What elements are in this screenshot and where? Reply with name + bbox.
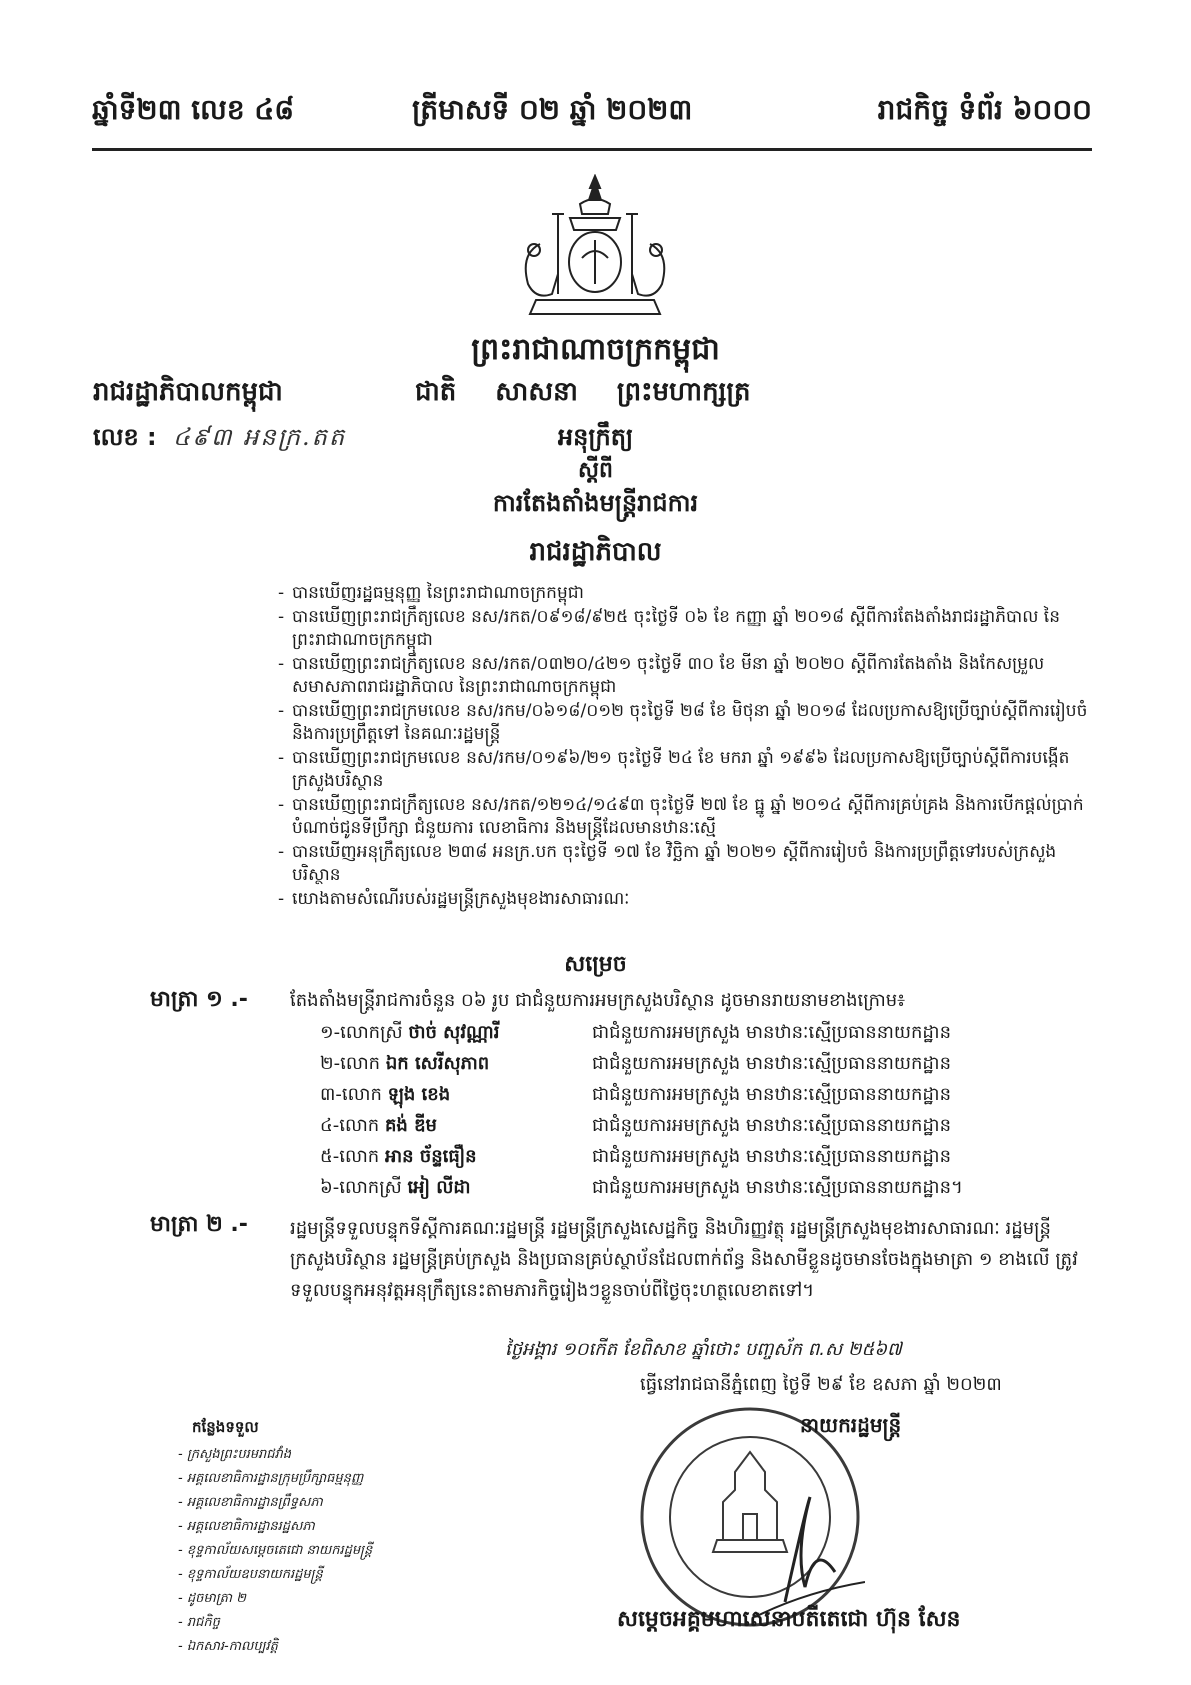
recipient-item: - ក្រសួងព្រះបរមរាជវាំង: [178, 1447, 292, 1462]
appointee-position: ជាជំនួយការអមក្រសួង មានឋានៈស្មើប្រធាននាយកដ្ឋាន: [592, 1053, 951, 1074]
kingdom-title: ព្រះរាជាណាចក្រកម្ពុជា: [471, 332, 720, 367]
royal-coat-of-arms-icon: [500, 174, 690, 324]
document-number-value: ៤៩៣ អនក្រ.តត: [173, 423, 347, 451]
recipient-item: - អគ្គលេខាធិការដ្ឋានរដ្ឋសភា: [178, 1519, 315, 1534]
recipient-item: - អគ្គលេខាធិការដ្ឋានព្រឹទ្ធសភា: [178, 1495, 323, 1510]
preamble-item: - បានឃើញព្រះរាជក្រឹត្យលេខ នស/រកត/១២១៤/១៤៩៣ ចុះថ្ងៃទី ២៧ ខែ ធ្នូ ឆ្នាំ ២០១៤ ស្តីពីការគ្រប់គ្រង និងការបើកផ្តល់ប្រាក់បំណាច់ជូនទីប្រឹក្សា ជំនួយការ លេខាធិការ និងមន្ត្រីដែលមានឋានៈស្មើ: [278, 794, 1088, 840]
appointee-name: អៀ លីដា: [407, 1177, 471, 1198]
government-heading: រាជរដ្ឋាភិបាលកម្ពុជា: [93, 377, 283, 407]
article-1-label: មាត្រា ១ .-: [150, 987, 248, 1012]
appointee-row: [320, 1082, 1040, 1113]
appointee-position: ជាជំនួយការអមក្រសួង មានឋានៈស្មើប្រធាននាយកដ្ឋាន: [592, 1022, 951, 1043]
appointee-position: ជាជំនួយការអមក្រសួង មានឋានៈស្មើប្រធាននាយកដ្ឋាន: [592, 1115, 951, 1136]
preamble-item: - យោងតាមសំណើរបស់រដ្ឋមន្ត្រីក្រសួងមុខងារសាធារណៈ: [278, 888, 1088, 911]
recipient-item: - រាជកិច្ច: [178, 1615, 220, 1630]
article-2-label: មាត្រា ២ .-: [150, 1212, 248, 1237]
appointee-row: [320, 1144, 1040, 1175]
appointee-row: [320, 1051, 1040, 1082]
appointee-row: [320, 1175, 1040, 1206]
gazette-header: [92, 92, 1092, 138]
preamble-item: - បានឃើញព្រះរាជក្រឹត្យលេខ នស/រកត/០៣២០/៤២១ ចុះថ្ងៃទី ៣០ ខែ មីនា ឆ្នាំ ២០២០ ស្តីពីការតែងតាំង និងកែសម្រួលសមាសភាពរាជរដ្ឋាភិបាល នៃព្រះរាជាណាចក្រកម្ពុជា: [278, 653, 1088, 699]
appointee-name: ឯក សេរីសុភាព: [385, 1053, 490, 1074]
appointee-row: [320, 1113, 1040, 1144]
recipient-item: - ខុទ្ទកាល័យឧបនាយករដ្ឋមន្ត្រី: [178, 1567, 323, 1582]
document-subject: ការតែងតាំងមន្ត្រីរាជការ: [492, 489, 699, 517]
appointee-position: ជាជំនួយការអមក្រសួង មានឋានៈស្មើប្រធាននាយកដ្ឋាន: [592, 1146, 951, 1167]
appointee-name: ថាច់ សុវណ្ណារី: [408, 1022, 500, 1043]
gazette-issue: ឆ្នាំទី២៣ លេខ ៤៨: [92, 93, 295, 126]
preamble-list: [278, 582, 1088, 912]
recipient-item: - ដូចមាត្រា ២: [178, 1591, 246, 1606]
appointee-prefix: ៦-លោកស្រី: [320, 1177, 402, 1198]
article-1-text: តែងតាំងមន្ត្រីរាជការចំនួន ០៦ រូប ជាជំនួយការអមក្រសួងបរិស្ថាន ដូចមានរាយនាមខាងក្រោម៖: [290, 990, 906, 1011]
prime-minister-title: នាយករដ្ឋមន្ត្រី: [800, 1413, 902, 1437]
document-type: អនុក្រឹត្យ: [557, 423, 634, 451]
appointee-position: ជាជំនួយការអមក្រសួង មានឋានៈស្មើប្រធាននាយកដ្ឋាន: [592, 1084, 951, 1105]
appointee-name: ឡុង ខេង: [387, 1084, 451, 1105]
appointee-prefix: ៤-លោក: [320, 1115, 380, 1136]
decision-heading: សម្រេច: [564, 952, 627, 977]
appointee-prefix: ១-លោកស្រី: [320, 1022, 403, 1043]
issuer-heading: រាជរដ្ឋាភិបាល: [529, 537, 662, 567]
appointee-prefix: ២-លោក: [320, 1053, 381, 1074]
appointee-name: អាន ច័ន្ទធឿន: [384, 1146, 477, 1167]
appointee-name: គង់ ឌីម: [384, 1115, 437, 1136]
signer-name: សម្តេចអគ្គមហាសេនាបតីតេជោ ហ៊ុន សែន: [617, 1607, 961, 1632]
document-number-label: លេខ :: [93, 423, 157, 451]
preamble-item: - បានឃើញព្រះរាជក្រមលេខ នស/រកម/០៦១៨/០១២ ចុះថ្ងៃទី ២៨ ខែ មិថុនា ឆ្នាំ ២០១៨ ដែលប្រកាសឱ្យប្រើច្បាប់ស្តីពីការរៀបចំ និងការប្រព្រឹត្តទៅ នៃគណៈរដ្ឋមន្ត្រី: [278, 700, 1088, 746]
appointee-row: [320, 1020, 1040, 1051]
article-2-text: រដ្ឋមន្ត្រីទទួលបន្ទុកទីស្តីការគណៈរដ្ឋមន្ត្រី រដ្ឋមន្ត្រីក្រសួងសេដ្ឋកិច្ច និងហិរញ្ញវត្ថុ រដ្ឋមន្ត្រីក្រសួងមុខងារសាធារណៈ រដ្ឋមន្ត្រីក្រសួងបរិស្ថាន រដ្ឋមន្ត្រីគ្រប់ក្រសួង និងប្រធានគ្រប់ស្ថាប័នដែលពាក់ព័ន្ធ និងសាមីខ្លួនដូចមានចែងក្នុងមាត្រា ១ ខាងលើ ត្រូវទទួលបន្ទុកអនុវត្តអនុក្រឹត្យនេះតាមភារកិច្ចរៀងៗខ្លួនចាប់ពីថ្ងៃចុះហត្ថលេខាតទៅ។: [290, 1218, 1078, 1301]
gazette-page: រាជកិច្ច ទំព័រ ៦០០០: [877, 93, 1092, 126]
gazette-quarter: ត្រីមាសទី ០២ ឆ្នាំ ២០២៣: [412, 93, 693, 126]
preamble-item: - បានឃើញព្រះរាជក្រឹត្យលេខ នស/រកត/០៩១៨/៩២៥ ចុះថ្ងៃទី ០៦ ខែ កញ្ញា ឆ្នាំ ២០១៨ ស្តីពីការតែងតាំងរាជរដ្ឋាភិបាល នៃព្រះរាជាណាចក្រកម្ពុជា: [278, 606, 1088, 652]
document-about: ស្តីពី: [578, 458, 613, 483]
recipients-heading: កន្លែងទទួល: [192, 1418, 259, 1436]
appointee-list: [320, 1020, 1040, 1206]
appointee-prefix: ៥-លោក: [320, 1146, 380, 1167]
national-motto: ជាតិ សាសនា ព្រះមហាក្សត្រ: [415, 377, 751, 407]
recipients-list: [178, 1418, 372, 1662]
recipient-item: - អគ្គលេខាធិការដ្ឋានក្រុមប្រឹក្សាធម្មនុញ្ញ: [178, 1471, 364, 1486]
recipient-item: - ឯកសារ-កាលប្បវត្តិ: [178, 1639, 278, 1654]
header-rule: [92, 148, 1092, 151]
lunar-date-line: ថ្ងៃអង្គារ ១០កើត ខែពិសាខ ឆ្នាំថោះ បញ្ចស័ក ព.ស ២៥៦៧: [505, 1339, 902, 1360]
place-date-line: ធ្វើនៅរាជធានីភ្នំពេញ ថ្ងៃទី ២៩ ខែ ឧសភា ឆ្នាំ ២០២៣: [640, 1374, 1002, 1395]
preamble-item: - បានឃើញរដ្ឋធម្មនុញ្ញ នៃព្រះរាជាណាចក្រកម្ពុជា: [278, 582, 1088, 605]
preamble-item: - បានឃើញព្រះរាជក្រមលេខ នស/រកម/០១៩៦/២១ ចុះថ្ងៃទី ២៤ ខែ មករា ឆ្នាំ ១៩៩៦ ដែលប្រកាសឱ្យប្រើច្បាប់ស្តីពីការបង្កើតក្រសួងបរិស្ថាន: [278, 747, 1088, 793]
preamble-item: - បានឃើញអនុក្រឹត្យលេខ ២៣៨ អនក្រ.បក ចុះថ្ងៃទី ១៧ ខែ វិច្ឆិកា ឆ្នាំ ២០២១ ស្តីពីការរៀបចំ និងការប្រព្រឹត្តទៅរបស់ក្រសួងបរិស្ថាន: [278, 841, 1088, 887]
appointee-prefix: ៣-លោក: [320, 1084, 382, 1105]
recipient-item: - ខុទ្ទកាល័យសម្តេចតេជោ នាយករដ្ឋមន្ត្រី: [178, 1543, 373, 1558]
appointee-position: ជាជំនួយការអមក្រសួង មានឋានៈស្មើប្រធាននាយកដ្ឋាន។: [592, 1177, 963, 1198]
